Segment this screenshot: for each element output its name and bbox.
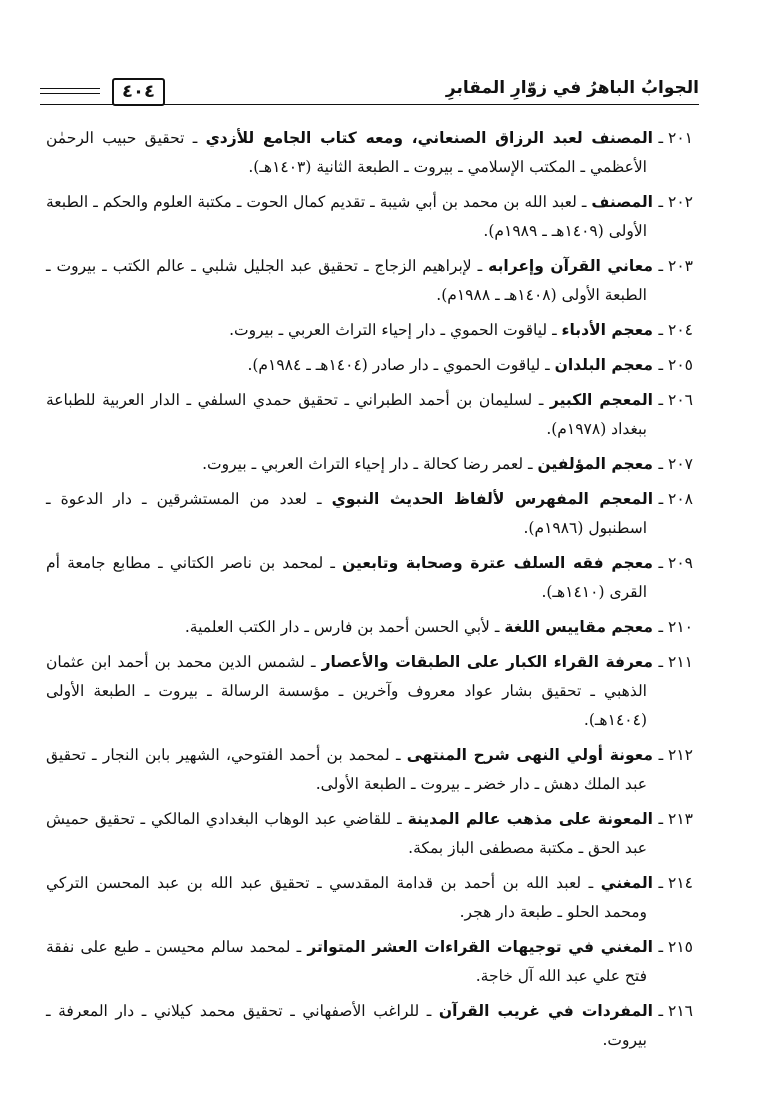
entry-title: المصنف لعبد الرزاق الصنعاني، ومعه كتاب الجامع للأزدي	[205, 129, 653, 147]
bibliography-entry-215	[46, 933, 693, 991]
entry-title: المفردات في غريب القرآن	[438, 1002, 653, 1020]
entry-number: ٢٠٨ ـ	[658, 490, 694, 508]
entry-title: معاني القرآن وإعرابه	[488, 257, 653, 275]
entry-number: ٢١١ ـ	[658, 653, 693, 671]
entry-number: ٢١٣ ـ	[658, 810, 693, 828]
entry-number: ٢١٢ ـ	[658, 746, 694, 764]
entry-number: ٢١٥ ـ	[658, 938, 693, 956]
entry-title: معجم مقاييس اللغة	[504, 618, 653, 636]
bibliography-entry-202	[46, 188, 693, 246]
bibliography-entry-214	[46, 869, 693, 927]
entry-number: ٢٠٥ ـ	[658, 356, 693, 374]
entry-number: ٢١٦ ـ	[658, 1002, 693, 1020]
entry-details: ـ لياقوت الحموي ـ دار إحياء التراث العربي ـ بيروت.	[229, 321, 562, 339]
entry-details: ـ لمحمد بن ناصر الكتاني ـ مطابع جامعة أم القرى (١٤١٠هـ).	[46, 554, 647, 601]
bibliography-entry-204	[46, 316, 693, 345]
entry-details: ـ للراغب الأصفهاني ـ تحقيق محمد كيلاني ـ دار المعرفة ـ بيروت.	[46, 1002, 647, 1049]
entry-details: ـ لمحمد سالم محيسن ـ طبع على نفقة فتح علي عبد الله آل خاجة.	[46, 938, 647, 985]
bibliography-entry-211	[46, 648, 693, 735]
bibliography-entry-205	[46, 351, 693, 380]
page-number: ٤٠٤	[112, 78, 165, 106]
entry-details: ـ لمحمد بن أحمد الفتوحي، الشهير بابن النجار ـ تحقيق عبد الملك دهش ـ دار خضر ـ بيروت ـ الطبعة الأولى.	[46, 746, 647, 793]
entry-title: المعونة على مذهب عالم المدينة	[407, 810, 653, 828]
bibliography-entry-201	[46, 124, 693, 182]
entry-title: المغني في توجيهات القراءات العشر المتواتر	[307, 938, 653, 956]
entry-title: المغني	[600, 874, 653, 892]
bibliography-entry-206	[46, 386, 693, 444]
entry-title: المعجم المفهرس لألفاظ الحديث النبوي	[331, 490, 654, 508]
bibliography-entry-207	[46, 450, 693, 479]
entry-details: ـ لعبد الله بن أحمد بن قدامة المقدسي ـ تحقيق عبد الله بن عبد المحسن التركي ومحمد الحلو ـ طبعة دار هجر.	[46, 874, 647, 921]
entry-number: ٢٠٦ ـ	[658, 391, 693, 409]
entry-details: ـ لسليمان بن أحمد الطبراني ـ تحقيق حمدي السلفي ـ الدار العربية للطباعة ببغداد (١٩٧٨م).	[46, 391, 647, 438]
entry-title: المصنف	[591, 193, 653, 211]
entry-title: معجم البلدان	[554, 356, 653, 374]
entry-details: ـ للقاضي عبد الوهاب البغدادي المالكي ـ تحقيق حميش عبد الحق ـ مكتبة مصطفى الباز بمكة.	[46, 810, 647, 857]
entry-title: معرفة القراء الكبار على الطبقات والأعصار	[321, 653, 653, 671]
header-rule	[40, 104, 699, 105]
header-rule-left-1	[40, 88, 100, 89]
header-title: الجوابُ الباهرُ في زوّارِ المقابرِ	[445, 78, 699, 98]
entry-number: ٢٠٧ ـ	[658, 455, 693, 473]
entry-number: ٢٠٤ ـ	[658, 321, 693, 339]
entry-number: ٢١٠ ـ	[658, 618, 693, 636]
entry-title: معجم المؤلفين	[537, 455, 653, 473]
bibliography-entry-210	[46, 613, 693, 642]
bibliography-entry-212	[46, 741, 693, 799]
entry-title: المعجم الكبير	[549, 391, 653, 409]
entry-details: ـ لعدد من المستشرقين ـ دار الدعوة ـ اسطنبول (١٩٨٦م).	[46, 490, 647, 537]
bibliography-entry-203	[46, 252, 693, 310]
entry-title: معجم فقه السلف عترة وصحابة وتابعين	[342, 554, 653, 572]
entry-number: ٢١٤ ـ	[658, 874, 693, 892]
bibliography-list	[46, 124, 693, 1061]
entry-details: ـ لإبراهيم الزجاج ـ تحقيق عبد الجليل شلبي ـ عالم الكتب ـ بيروت ـ الطبعة الأولى (١٤٠٨هـ ـ ١٩٨٨م).	[46, 257, 647, 304]
entry-title: معجم الأدباء	[561, 321, 653, 339]
entry-number: ٢٠٢ ـ	[658, 193, 693, 211]
entry-number: ٢٠٩ ـ	[658, 554, 693, 572]
header-rule-left-2	[40, 93, 100, 94]
bibliography-entry-213	[46, 805, 693, 863]
bibliography-entry-216	[46, 997, 693, 1055]
bibliography-entry-209	[46, 549, 693, 607]
running-header	[40, 74, 699, 110]
entry-details: ـ لعبد الله بن محمد بن أبي شيبة ـ تقديم كمال الحوت ـ مكتبة العلوم والحكم ـ الطبعة الأولى (١٤٠٩هـ ـ ١٩٨٩م).	[46, 193, 647, 240]
entry-details: ـ لشمس الدين محمد بن أحمد ابن عثمان الذهبي ـ تحقيق بشار عواد معروف وآخرين ـ مؤسسة الرسالة ـ بيروت ـ الطبعة الأولى (١٤٠٤هـ).	[46, 653, 647, 729]
entry-number: ٢٠١ ـ	[658, 129, 693, 147]
entry-number: ٢٠٣ ـ	[658, 257, 693, 275]
entry-title: معونة أولي النهى شرح المنتهى	[406, 746, 654, 764]
bibliography-entry-208	[46, 485, 693, 543]
entry-details: ـ لعمر رضا كحالة ـ دار إحياء التراث العربي ـ بيروت.	[202, 455, 538, 473]
entry-details: ـ لياقوت الحموي ـ دار صادر (١٤٠٤هـ ـ ١٩٨٤م).	[247, 356, 555, 374]
entry-details: ـ تحقيق حبيب الرحمٰن الأعظمي ـ المكتب الإسلامي ـ بيروت ـ الطبعة الثانية (١٤٠٣هـ).	[46, 129, 647, 176]
entry-details: ـ لأبي الحسن أحمد بن فارس ـ دار الكتب العلمية.	[184, 618, 505, 636]
